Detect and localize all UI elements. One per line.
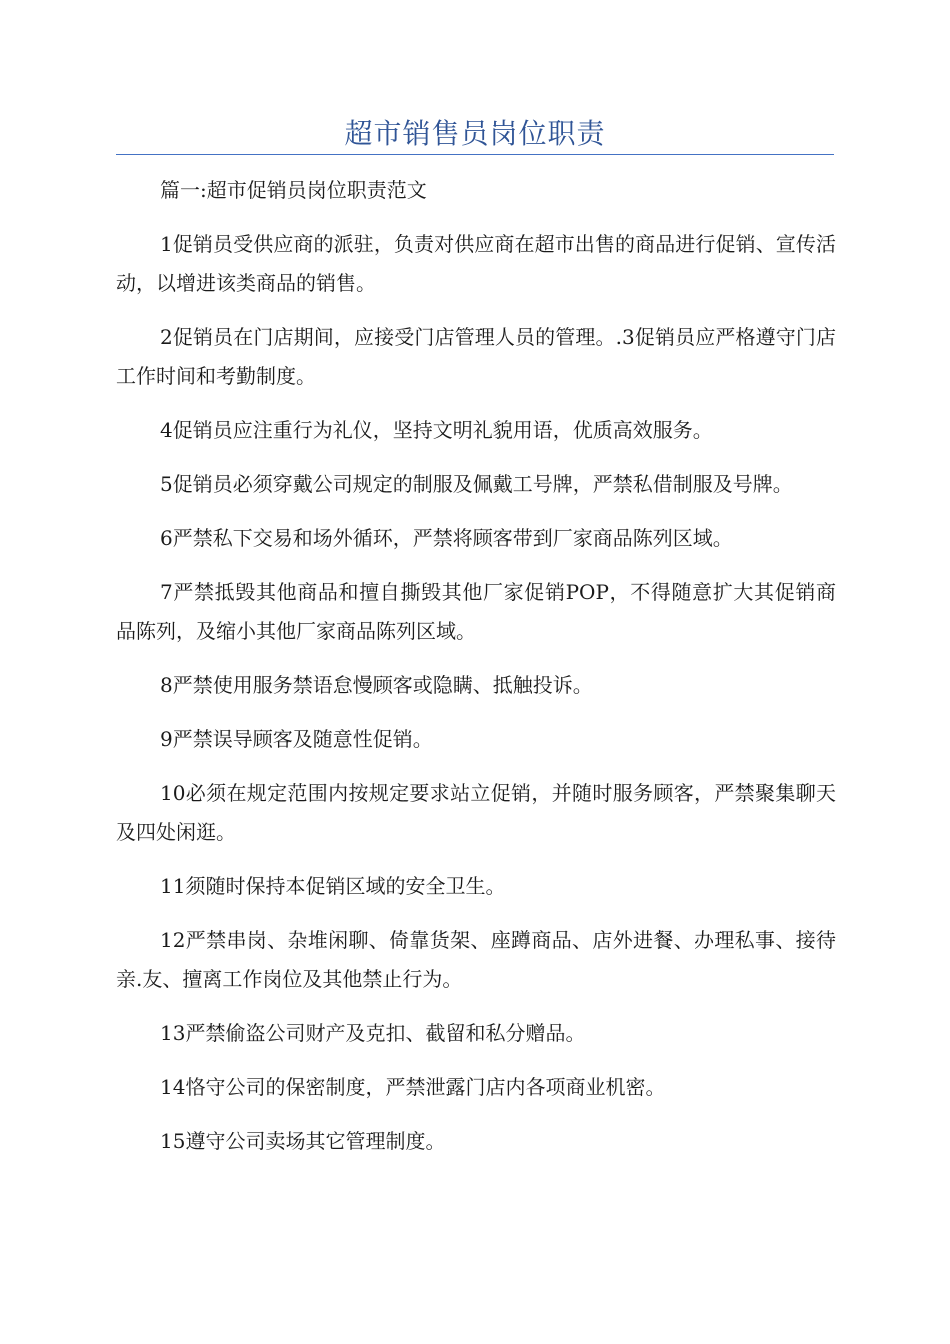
paragraph-item-10: 10必须在规定范围内按规定要求站立促销，并随时服务顾客，严禁聚集聊天及四处闲逛。 xyxy=(116,781,836,844)
paragraph-item-4: 4促销员应注重行为礼仪，坚持文明礼貌用语，优质高效服务。 xyxy=(160,418,713,442)
paragraph-item-13: 13严禁偷盗公司财产及克扣、截留和私分赠品。 xyxy=(160,1021,586,1045)
paragraph-item-15: 15遵守公司卖场其它管理制度。 xyxy=(160,1129,446,1153)
paragraph-section-heading: 篇一:超市促销员岗位职责范文 xyxy=(160,178,427,202)
paragraph-item-5: 5促销员必须穿戴公司规定的制服及佩戴工号牌，严禁私借制服及号牌。 xyxy=(160,472,793,496)
paragraph-item-7: 7严禁抵毁其他商品和擅自撕毁其他厂家促销POP，不得随意扩大其促销商品陈列，及缩小其他厂家商品陈列区域。 xyxy=(116,580,836,643)
paragraph-item-6: 6严禁私下交易和场外循环，严禁将顾客带到厂家商品陈列区域。 xyxy=(160,526,733,550)
paragraph-item-14: 14恪守公司的保密制度，严禁泄露门店内各项商业机密。 xyxy=(160,1075,666,1099)
paragraph-item-1: 1促销员受供应商的派驻，负责对供应商在超市出售的商品进行促销、宣传活动，以增进该类商品的销售。 xyxy=(116,232,836,295)
paragraph-item-2: 2促销员在门店期间，应接受门店管理人员的管理。.3促销员应严格遵守门店工作时间和考勤制度。 xyxy=(116,325,836,388)
document-body xyxy=(116,171,836,1176)
paragraph-item-12: 12严禁串岗、杂堆闲聊、倚靠货架、座蹲商品、店外进餐、办理私事、接待亲.友、擅离工作岗位及其他禁止行为。 xyxy=(116,928,836,991)
paragraph-item-8: 8严禁使用服务禁语怠慢顾客或隐瞒、抵触投诉。 xyxy=(160,673,593,697)
title-underline xyxy=(116,154,834,155)
paragraph-item-9: 9严禁误导顾客及随意性促销。 xyxy=(160,727,433,751)
paragraph-item-11: 11须随时保持本促销区域的安全卫生。 xyxy=(160,874,506,898)
document-title: 超市销售员岗位职责 xyxy=(344,117,606,150)
